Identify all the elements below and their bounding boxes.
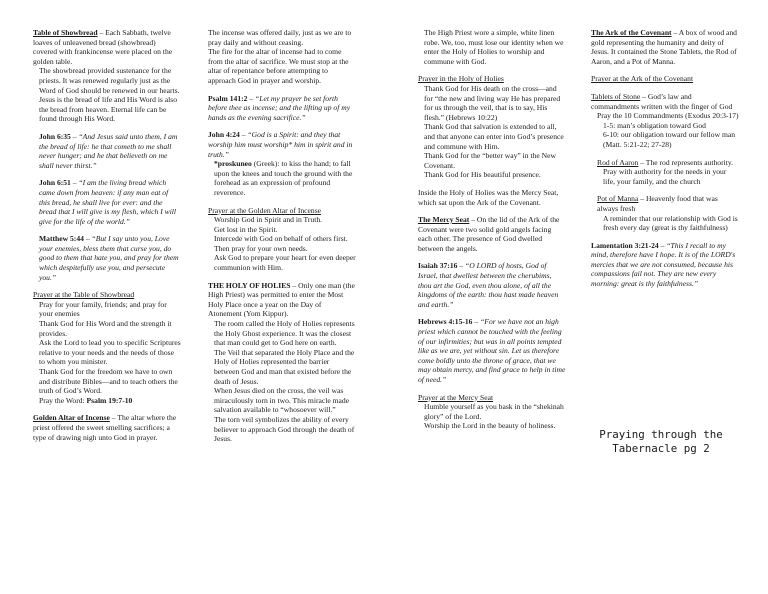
rod-intro: Rod of Aaron – The rod represents authority. xyxy=(597,157,734,167)
altar-intro: Golden Altar of Incense – The altar where the priest offered the sweet smelling sacrifices; a type of drawing nigh unto God in prayer. xyxy=(33,413,177,442)
ark-heading: The Ark of the Covenant xyxy=(591,28,672,37)
scripture-matthew-5-44: Matthew 5:44 – “But I say unto you, Love your enemies, bless them that curse you, do good to them that hate you, and pray for them which despitefully use you, and persecute you.” xyxy=(39,234,179,282)
holies-paragraph: The room called the Holy of Holies represents the Holy Ghost experience. It was the closest that man could get to God here on earth. xyxy=(214,319,355,348)
showbread-heading: Table of Showbread xyxy=(33,28,98,37)
prayer-heading-incense: Prayer at the Golden Altar of Incense xyxy=(208,205,322,215)
prayer-line: Humble yourself as you bask in the “shekinah glory” of the Lord. xyxy=(424,402,564,421)
scripture-isaiah-37-16: Isaiah 37:16 – “O LORD of hosts, God of Israel, that dwellest between the cherubims, thou art the God, even thou alone, of all the kingdoms of the earth: thou hast made heaven and earth.” xyxy=(418,261,559,309)
scripture-john-6-51: John 6:51 – “I am the living bread which came down from heaven: if any man eat of this bread, he shall live for ever: and the bread that I will give is my flesh, which I will give for the life of the world.” xyxy=(39,178,177,226)
prayer-line: Thank God that salvation is extended to all, and that anyone can enter into God’s presence and commune with Him. xyxy=(424,122,564,151)
prayer-heading-ark: Prayer at the Ark of the Covenant xyxy=(591,74,694,84)
page-title-line-2: Tabernacle pg 2 xyxy=(612,442,710,455)
column-3 xyxy=(418,28,566,431)
incense-paragraph: The fire for the altar of incense had to come from the altar of sacrifice. We must stop at the altar of repentance before attempting to approach God in prayer and worship. xyxy=(208,47,349,85)
showbread-intro: Table of Showbread – Each Sabbath, twelve loaves of unleavened bread (showbread) covered with frankincense were placed on the golden table. xyxy=(33,28,173,66)
holies-paragraph: The torn veil symbolizes the ability of every believer to approach God through the death of Jesus. xyxy=(214,414,355,444)
prayer-line: Pray the Word: Psalm 19:7-10 xyxy=(39,395,133,405)
ark-intro: The Ark of the Covenant – A box of wood and gold representing the humanity and deity of Jesus. It contained the Stone Tablets, the Rod of Aaron, and a Pot of Manna. xyxy=(591,28,737,66)
prayer-line: Thank God for His beautiful presence. xyxy=(424,170,541,180)
showbread-paragraph: The showbread provided sustenance for the priests. It was renewed regularly just as the Word of God should be renewed in our hearts. xyxy=(39,66,180,95)
holies-paragraph: The Veil that separated the Holy Place and the Holy of Holies represented the barrier between God and man that existed before the death of Jesus. xyxy=(214,347,355,386)
column-1 xyxy=(33,28,181,442)
holies-paragraph: When Jesus died on the cross, the veil was miraculously torn in two. This miracle made salvation available to “whosoever will.” xyxy=(214,386,350,415)
prayer-line: A reminder that our relationship with God is fresh every day (great is thy faithfulness) xyxy=(603,213,738,233)
altar-heading: Golden Altar of Incense xyxy=(33,413,110,423)
scripture-john-6-35: John 6:35 – “And Jesus said unto them, I am the bread of life: he that cometh to me shall never hunger; and he that believeth on me shall never thirst.” xyxy=(39,131,178,170)
column-2 xyxy=(208,28,356,444)
prayer-heading-holies: Prayer in the Holy of Holies xyxy=(418,74,504,84)
prayer-line: Thank God for His death on the cross—and for “the new and living way He has prepared for us through the veil, that is to say, His flesh.” (Hebrews 10:22) xyxy=(424,83,561,122)
prayer-line: Pray the 10 Commandments (Exodus 20:3-17) xyxy=(597,111,739,121)
inside-paragraph: Inside the Holy of Holies was the Mercy Seat, which sat upon the Ark of the Covenant. xyxy=(418,187,559,207)
incense-paragraph: The incense was offered daily, just as we are to pray daily and without ceasing. xyxy=(208,28,352,47)
scripture-hebrews-4-15: Hebrews 4:15-16 – “For we have not an high priest which cannot be touched with the feeling of our infirmities; but was in all points tempted like as we are, yet without sin. Let us therefore come boldly unto the throne of grace, that we may obtain mercy, and find grace to help in time of need.” xyxy=(418,317,566,384)
prayer-line: Thank God for the freedom we have to own and distribute Bibles—and to teach others the truth of God’s Word. xyxy=(39,367,178,396)
tablets-intro: Tablets of Stone – God’s law and commandments written with the finger of God xyxy=(591,91,733,111)
robe-paragraph: The High Priest wore a simple, white linen robe. We, too, must lose our identity when we enter the Holy of Holies to worship and commune with God. xyxy=(424,28,564,66)
holies-intro: THE HOLY OF HOLIES – Only one man (the High Priest) was permitted to enter the Most Holy Place once a year on the Day of Atonement (Yom Kippur). xyxy=(208,280,355,319)
prayer-heading-mercy-seat: Prayer at the Mercy Seat xyxy=(418,392,494,402)
proskuneo-definition: *proskuneo (Greek): to kiss the hand; to fall upon the knees and touch the ground with the forehead as an expression of profound reverence. xyxy=(214,159,353,197)
prayer-line: Ask the Lord to lead you to specific Scriptures relative to your needs and the needs of those to whom you minister. xyxy=(39,338,181,367)
prayer-line: Pray with authority for the needs in your life, your family, and the church xyxy=(603,167,727,186)
page-title-line-1: Praying through the xyxy=(599,428,723,441)
prayer-line: Thank God for the “better way” in the New Covenant. xyxy=(424,151,556,170)
prayer-line: 6-10: our obligation toward our fellow man (Matt. 5:21-22; 27-28) xyxy=(603,130,736,149)
showbread-paragraph: Jesus is the bread of life and His Word is also the bread from heaven. Eternal life can be found through His Word. xyxy=(39,95,178,124)
manna-intro: Pot of Manna – Heavenly food that was always fresh xyxy=(597,194,718,213)
page-title xyxy=(598,428,724,456)
prayer-line: Get lost in the Spirit. xyxy=(214,224,278,234)
prayer-line: Intercede with God on behalf of others first. Then pray for your own needs. xyxy=(214,234,348,253)
prayer-line: 1-5: man’s obligation toward God xyxy=(603,120,706,130)
prayer-line: Thank God for His Word and the strength it provides. xyxy=(39,319,172,338)
scripture-john-4-24: John 4:24 – “God is a Spirit: and they that worship him must worship* him in spirit and in truth.” xyxy=(208,130,353,159)
mercy-seat-heading: The Mercy Seat xyxy=(418,215,470,225)
tablets-heading: Tablets of Stone xyxy=(591,91,641,101)
manna-heading: Pot of Manna xyxy=(597,194,639,204)
prayer-line: Worship God in Spirit and in Truth. xyxy=(214,215,323,225)
prayer-line: Worship the Lord in the beauty of holiness. xyxy=(424,421,556,431)
holies-heading: THE HOLY OF HOLIES xyxy=(208,280,291,290)
column-4 xyxy=(591,28,739,289)
prayer-heading-showbread: Prayer at the Table of Showbread xyxy=(33,290,135,300)
prayer-line: Ask God to prepare your heart for even deeper communion with Him. xyxy=(214,253,356,273)
scripture-lamentation-3-21: Lamentation 3:21-24 – “This I recall to my mind, therefore have I hope. It is of the LORD's mercies that we are not consumed, because his compassions fail not. They are new every morning: great is thy faithfulness.” xyxy=(591,240,736,289)
prayer-line: Pray for your family, friends; and pray for your enemies xyxy=(39,299,167,319)
rod-heading: Rod of Aaron xyxy=(597,157,639,167)
mercy-seat-intro: The Mercy Seat – On the lid of the Ark of the Covenant were two solid gold angels facing each other. The presence of God dwelled between the angels. xyxy=(418,215,560,253)
scripture-psalm-141-2: Psalm 141:2 – “Let my prayer be set forth before thee as incense; and the lifting up of my hands as the evening sacrifice.” xyxy=(208,93,351,122)
